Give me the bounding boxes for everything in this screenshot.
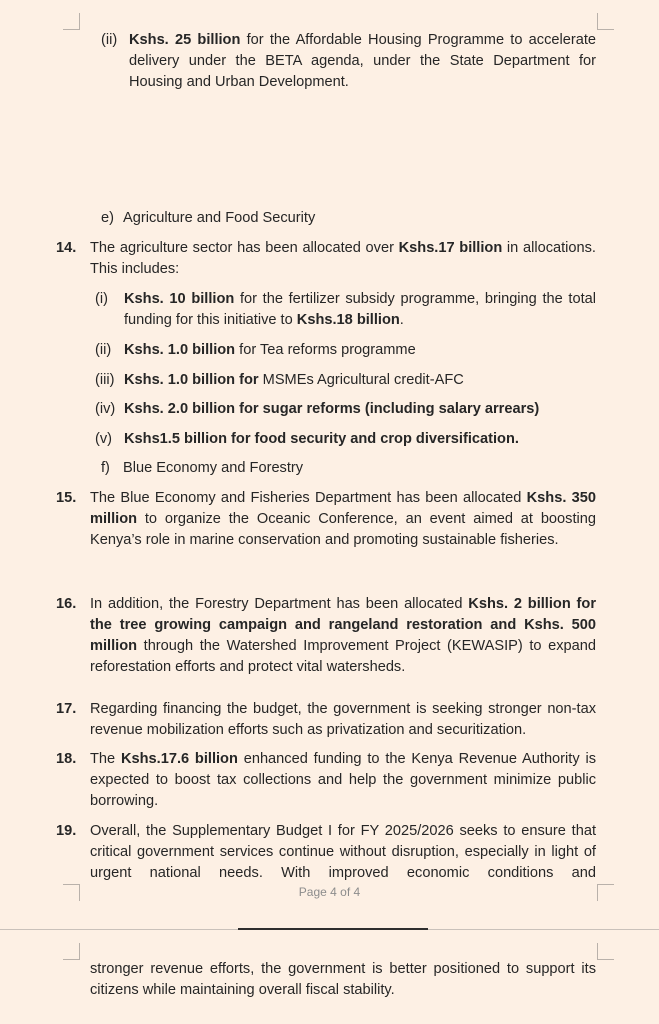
crop-mark-page2-top-right: [597, 943, 614, 960]
list-numeral: (ii): [101, 32, 118, 48]
list-item-affordable-housing: Kshs. 25 billion for the Affordable Housing Programme to accelerate delivery under the BETA agenda, under the State Department for Housing and Urban Development.: [129, 32, 597, 90]
paragraph-number: 18.: [56, 751, 77, 767]
paragraph-number: 17.: [56, 701, 77, 717]
list-item-tea: Kshs. 1.0 billion for Tea reforms programme: [124, 342, 416, 358]
page-divider-accent: [238, 928, 428, 930]
paragraph-number: 14.: [56, 240, 77, 256]
section-heading-agriculture: Agriculture and Food Security: [123, 210, 316, 226]
paragraph-19-continuation: stronger revenue efforts, the government is better positioned to support its citizens while maintaining overall fiscal stability.: [90, 961, 596, 998]
list-numeral: (ii): [95, 342, 112, 358]
list-numeral: (iv): [95, 401, 116, 417]
list-item-sugar: Kshs. 2.0 billion for sugar reforms (including salary arrears): [124, 401, 540, 417]
paragraph-17: Regarding financing the budget, the government is seeking stronger non-tax revenue mobilization efforts such as privatization and securitization.: [90, 701, 596, 738]
paragraph-number: 19.: [56, 823, 77, 839]
list-numeral: (i): [95, 291, 108, 307]
paragraph-14: The agriculture sector has been allocated over Kshs.17 billion in allocations. This includes:: [90, 240, 596, 277]
crop-mark-page2-top-left: [63, 943, 80, 960]
section-letter: e): [101, 210, 114, 226]
list-item-fertilizer: Kshs. 10 billion for the fertilizer subsidy programme, bringing the total funding for this initiative to Kshs.18 billion.: [124, 291, 596, 328]
paragraph-number: 15.: [56, 490, 77, 506]
page-number-footer: Page 4 of 4: [298, 885, 361, 899]
section-heading-blue-economy: Blue Economy and Forestry: [123, 460, 304, 476]
list-numeral: (iii): [95, 372, 115, 388]
crop-mark-top-right: [597, 13, 614, 30]
list-item-food-security: Kshs1.5 billion for food security and crop diversification.: [124, 431, 519, 447]
section-letter: f): [101, 460, 110, 476]
paragraph-16: In addition, the Forestry Department has been allocated Kshs. 2 billion for the tree growing campaign and rangeland restoration and Kshs. 500 million through the Watershed Improvement Project (KEWASIP) to expand reforestation efforts and protect vital watersheds.: [90, 596, 597, 675]
paragraph-15: The Blue Economy and Fisheries Department has been allocated Kshs. 350 million to organize the Oceanic Conference, an event aimed at boosting Kenya’s role in marine conservation and promoting sustainable fisheries.: [90, 490, 596, 548]
paragraph-number: 16.: [56, 596, 77, 612]
paragraph-19: Overall, the Supplementary Budget I for FY 2025/2026 seeks to ensure that critical government services continue without disruption, especially in light of urgent national needs. With improved economic conditions and: [90, 823, 596, 881]
list-numeral: (v): [95, 431, 113, 447]
list-item-msme: Kshs. 1.0 billion for MSMEs Agricultural credit-AFC: [124, 372, 464, 388]
paragraph-18: The Kshs.17.6 billion enhanced funding to the Kenya Revenue Authority is expected to boost tax collections and help the government minimize public borrowing.: [90, 751, 596, 809]
crop-mark-top-left: [63, 13, 80, 30]
